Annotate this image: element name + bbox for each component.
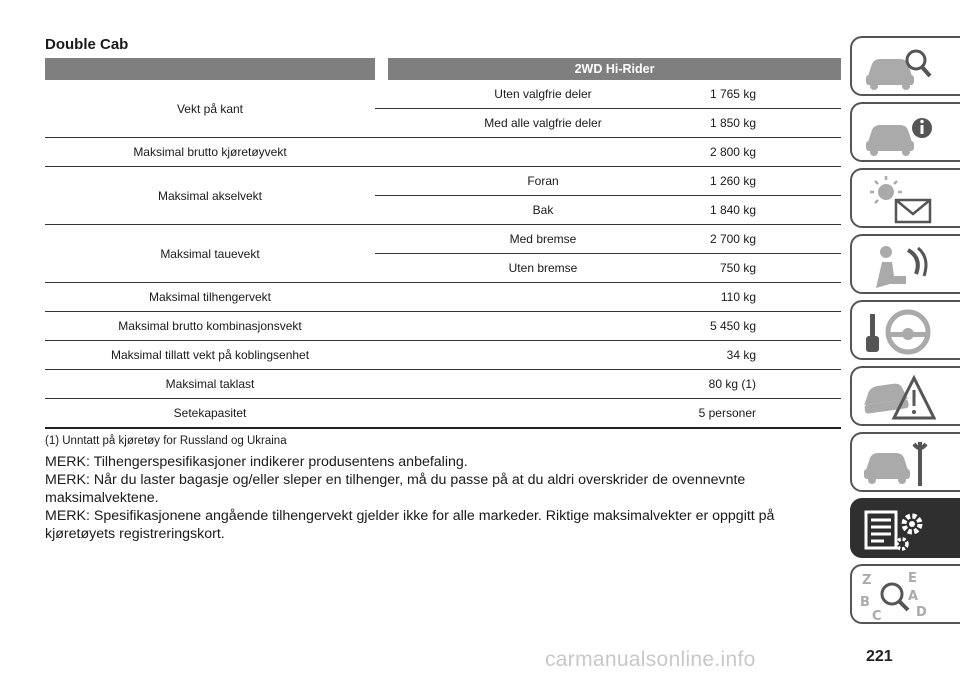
gap-cell <box>375 196 388 225</box>
gap-cell <box>375 225 388 254</box>
value-text: 1 765 kg <box>709 87 756 101</box>
footnote: (1) Unntatt på kjøretøy for Russland og Ukraina <box>45 435 287 447</box>
watermark: carmanualsonline.info <box>545 648 756 671</box>
gap-cell <box>375 399 388 429</box>
row-value: 110 kg <box>388 283 841 312</box>
gap-cell <box>375 138 388 167</box>
gap-cell <box>375 167 388 196</box>
steering-wheel-icon <box>860 306 936 358</box>
tab-warning-light[interactable] <box>850 168 960 228</box>
table-row <box>45 225 841 254</box>
value-text: 1 260 kg <box>709 174 756 188</box>
gap-cell <box>375 80 388 109</box>
sub-label: Med alle valgfrie deler <box>484 116 602 130</box>
sub-label: Uten valgfrie deler <box>494 87 592 101</box>
svg-text:E: E <box>908 571 917 586</box>
note-3: MERK: Spesifikasjonene angående tilhengervekt gjelder ikke for alle markeder. Riktige maksimalvekter er oppgitt på kjøretøyets registreringskort. <box>45 508 775 542</box>
tab-alphabetical-index[interactable] <box>850 564 960 624</box>
table-row <box>45 312 841 341</box>
table-row <box>45 341 841 370</box>
page-title: Double Cab <box>45 36 129 53</box>
gap-cell <box>375 341 388 370</box>
tab-car-info[interactable] <box>850 102 960 162</box>
tab-seat-airbag[interactable] <box>850 234 960 294</box>
sub-label: Bak <box>532 203 554 217</box>
sub-label: Foran <box>527 174 559 188</box>
table-row <box>45 167 841 196</box>
note-1: MERK: Tilhengerspesifikasjoner indikerer produsentens anbefaling. <box>45 454 468 470</box>
sub-label: Uten bremse <box>508 261 578 275</box>
svg-text:Z: Z <box>862 573 872 588</box>
value-text: 1 850 kg <box>709 116 756 130</box>
note-2: MERK: Når du laster bagasje og/eller sleper en tilhenger, må du passe på at du aldri overskrider de ovennevnte maksimalvektene. <box>45 472 746 506</box>
row-value: 2 800 kg <box>388 138 841 167</box>
row-label: Maksimal akselvekt <box>45 167 375 225</box>
seat-airbag-icon <box>860 240 936 292</box>
spec-table <box>45 58 841 429</box>
tab-car-tools[interactable] <box>850 432 960 492</box>
gap-cell <box>375 283 388 312</box>
page-number: 221 <box>866 648 893 665</box>
svg-text:D: D <box>916 605 927 620</box>
gap-cell <box>375 109 388 138</box>
row-value <box>388 254 841 283</box>
row-label: Maksimal brutto kombinasjonsvekt <box>45 312 375 341</box>
car-warning-icon <box>860 372 936 424</box>
row-value: 5 450 kg <box>388 312 841 341</box>
table-row <box>45 370 841 399</box>
alphabet-index-icon <box>860 570 936 622</box>
car-search-icon <box>860 42 936 94</box>
row-value <box>388 196 841 225</box>
column-header: 2WD Hi-Rider <box>388 58 841 80</box>
tab-car-search[interactable] <box>850 36 960 96</box>
row-label: Maksimal brutto kjøretøyvekt <box>45 138 375 167</box>
row-value <box>388 109 841 138</box>
table-row <box>45 399 841 429</box>
row-value: 80 kg (1) <box>388 370 841 399</box>
table-header-row <box>45 58 841 80</box>
gap-cell <box>375 312 388 341</box>
row-value <box>388 167 841 196</box>
tab-specifications[interactable] <box>850 498 960 558</box>
row-label: Maksimal tilhengervekt <box>45 283 375 312</box>
row-label: Maksimal tillatt vekt på koblingsenhet <box>45 341 375 370</box>
specs-gear-icon <box>860 504 936 556</box>
row-value: 34 kg <box>388 341 841 370</box>
row-label: Vekt på kant <box>45 80 375 138</box>
car-tools-icon <box>860 438 936 490</box>
svg-text:A: A <box>908 589 919 604</box>
row-label: Setekapasitet <box>45 399 375 429</box>
value-text: 2 700 kg <box>709 232 756 246</box>
row-label: Maksimal taklast <box>45 370 375 399</box>
table-row <box>45 138 841 167</box>
warning-light-icon <box>860 174 936 226</box>
svg-text:C: C <box>872 609 882 622</box>
row-label: Maksimal tauevekt <box>45 225 375 283</box>
value-text: 1 840 kg <box>709 203 756 217</box>
gap-cell <box>375 254 388 283</box>
gap-cell <box>375 370 388 399</box>
row-value <box>388 80 841 109</box>
value-text: 750 kg <box>719 261 756 275</box>
sub-label: Med bremse <box>509 232 577 246</box>
notes <box>45 453 845 543</box>
tab-steering-wheel[interactable] <box>850 300 960 360</box>
header-blank-cell <box>45 58 375 80</box>
row-value <box>388 225 841 254</box>
car-info-icon <box>860 108 936 160</box>
table-row <box>45 80 841 109</box>
row-value: 5 personer <box>388 399 841 429</box>
tab-car-warning[interactable] <box>850 366 960 426</box>
header-gap-cell <box>375 58 388 80</box>
table-row <box>45 283 841 312</box>
svg-text:B: B <box>860 595 870 610</box>
